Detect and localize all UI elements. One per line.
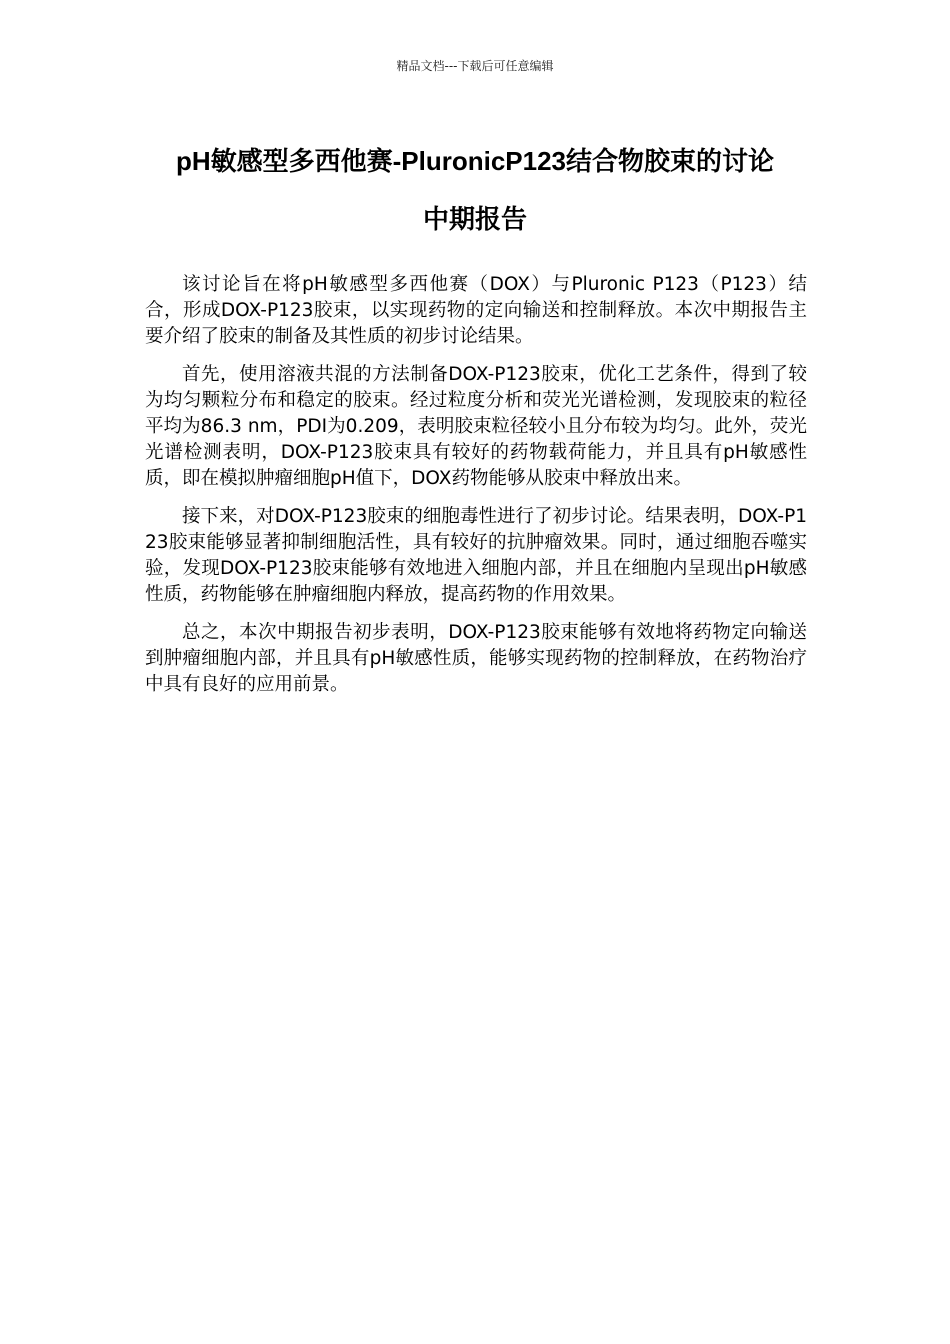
title-line-2: 中期报告 (422, 204, 527, 234)
document-body (145, 272, 807, 710)
paragraph-intro: 该讨论旨在将pH敏感型多西他赛（DOX）与Pluronic P123（P123）结合，形成DOX-P123胶束，以实现药物的定向输送和控制释放。本次中期报告主要介绍了胶束的制备及其性质的初步讨论结果。 (145, 274, 807, 347)
title-line-1: pH敏感型多西他赛-PluronicP123结合物胶束的讨论 (175, 146, 775, 176)
paragraph-preparation: 首先，使用溶液共混的方法制备DOX-P123胶束，优化工艺条件，得到了较为均匀颗粒分布和稳定的胶束。经过粒度分析和荧光光谱检测，发现胶束的粒径平均为86.3 nm，PDI为0.209，表明胶束粒径较小且分布较为均匀。此外，荧光光谱检测表明，DOX-P123胶束具有较好的药物载荷能力，并且具有pH敏感性质，即在模拟肿瘤细胞pH值下，DOX药物能够从胶束中释放出来。 (145, 364, 807, 489)
page-header: 精品文档---下载后可任意编辑 (396, 59, 554, 73)
paragraph-cytotoxicity: 接下来，对DOX-P123胶束的细胞毒性进行了初步讨论。结果表明，DOX-P123胶束能够显著抑制细胞活性，具有较好的抗肿瘤效果。同时，通过细胞吞噬实验，发现DOX-P123胶束能够有效地进入细胞内部，并且在细胞内呈现出pH敏感性质，药物能够在肿瘤细胞内释放，提高药物的作用效果。 (145, 506, 807, 605)
paragraph-conclusion: 总之，本次中期报告初步表明，DOX-P123胶束能够有效地将药物定向输送到肿瘤细胞内部，并且具有pH敏感性质，能够实现药物的控制释放，在药物治疗中具有良好的应用前景。 (145, 622, 807, 695)
document-title (130, 132, 820, 248)
